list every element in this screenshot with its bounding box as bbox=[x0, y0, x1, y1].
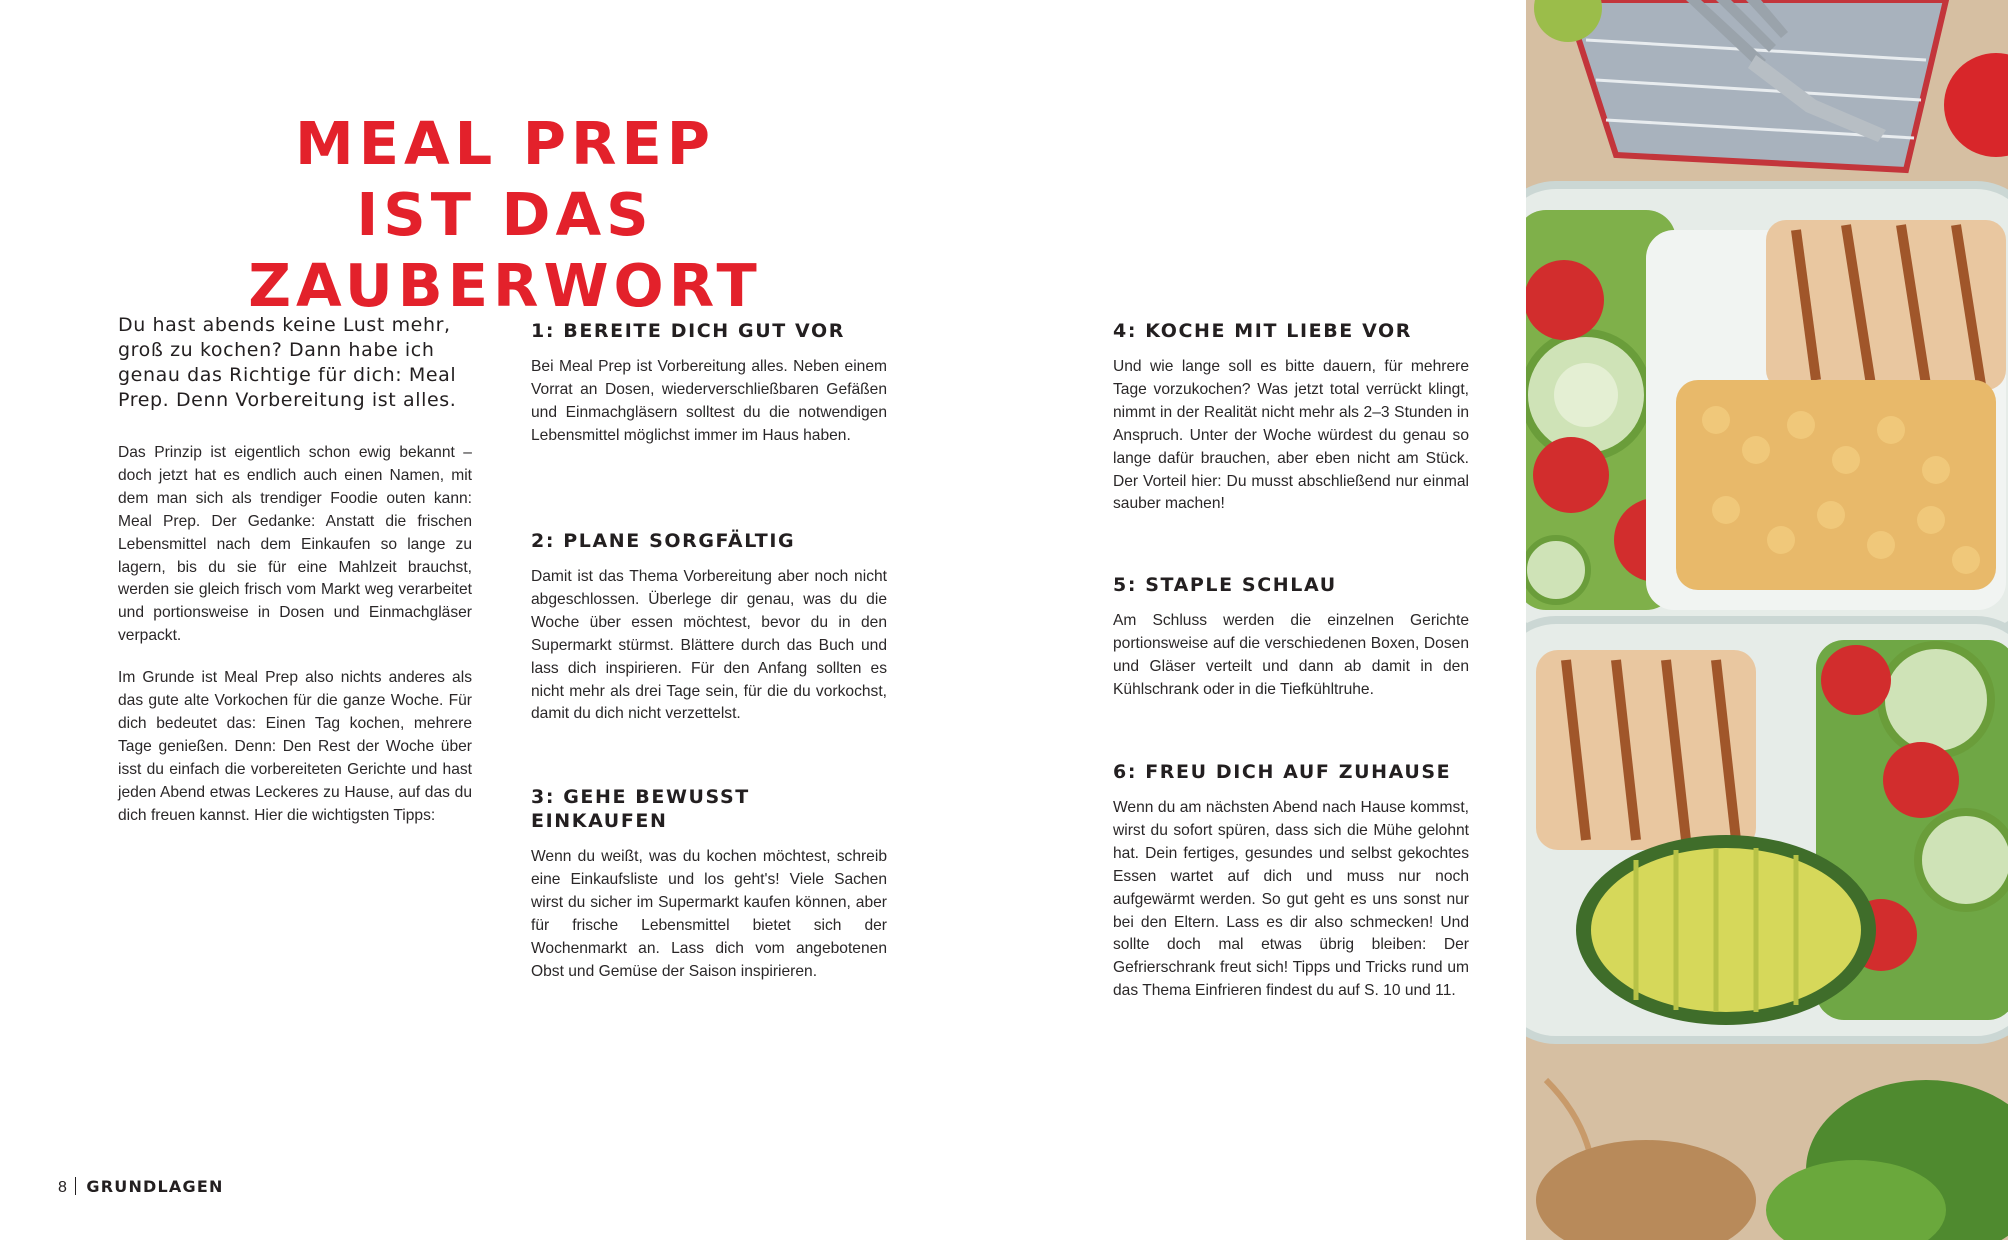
lead-paragraph: Du hast abends keine Lust mehr, groß zu kochen? Dann habe ich genau das Richtige für dich: Meal Prep. Denn Vorbereitung ist alles. bbox=[118, 314, 457, 411]
tip-heading: 1: BEREITE DICH GUT VOR bbox=[531, 320, 845, 342]
tip-heading: 3: GEHE BEWUSST EINKAUFEN bbox=[531, 786, 750, 832]
tip-text: Am Schluss werden die einzelnen Gerichte portionsweise auf die verschiedenen Boxen, Dosen und Gläser verteilt und dann ab damit in den Kühlschrank oder in die Tiefkühltruhe. bbox=[1113, 612, 1469, 698]
tip-text: Bei Meal Prep ist Vorbereitung alles. Neben einem Vorrat an Dosen, wiederverschließbaren Gefäßen und Einmachgläsern solltest du die notwendigen Lebensmittel möglichst immer im Haus haben. bbox=[531, 358, 887, 444]
tip-text: Damit ist das Thema Vorbereitung aber noch nicht abgeschlossen. Überlege dir genau, was du die Woche über essen möchtest, bevor du in den Supermarkt stürmst. Blättere durch das Buch und lass dich inspirieren. Für den Anfang sollten es nicht mehr als drei Tage sein, für die du vorkochst, damit du dich nicht verzettelst. bbox=[531, 568, 887, 723]
tip-5 bbox=[1113, 573, 1469, 702]
intro-paragraph: Im Grunde ist Meal Prep also nichts anderes als das gute alte Vorkochen für die ganze Woche. Für dich bedeutet das: Einen Tag kochen, mehrere Tage genießen. Denn: Den Rest der Woche über isst du einfach die vorbereiteten Gerichte und hast jeden Abend etwas Leckeres zu Hause, auf das du dich freuen kannst. Hier die wichtigsten Tipps: bbox=[118, 669, 472, 824]
container-top bbox=[1526, 185, 2008, 635]
tip-text: Wenn du am nächsten Abend nach Hause kommst, wirst du sofort spüren, dass sich die Mühe gelohnt hat. Dein fertiges, gesundes und selbst gekochtes Essen wartet auf dich und muss nur noch aufgewärmt werden. So gut geht es uns sonst nur bei den Eltern. Lass es dir also schmecken! Und sollte doch mal etwas übrig bleiben: Der Gefrierschrank freut sich! Tipps und Tricks rund um das Thema Einfrieren findest du auf S. 10 und 11. bbox=[1113, 799, 1469, 1000]
title-line-2: IST DAS ZAUBERWORT bbox=[248, 180, 762, 320]
tip-heading: 5: STAPLE SCHLAU bbox=[1113, 574, 1337, 596]
section-name: GRUNDLAGEN bbox=[86, 1177, 224, 1196]
intro-paragraph: Das Prinzip ist eigentlich schon ewig bekannt – doch jetzt hat es endlich auch einen Namen, mit dem man sich als trendiger Foodie outen kann: Meal Prep. Der Gedanke: Anstatt die frischen Lebensmittel nach dem Einkaufen so lange zu lagern, bis du sie für eine Mahlzeit brauchst, werden sie gleich frisch vom Markt weg verarbeitet und portionsweise in Dosen und Einmachgläser verpackt. bbox=[118, 444, 472, 645]
footer-divider bbox=[75, 1177, 77, 1195]
meal-prep-illustration bbox=[1526, 0, 2008, 1240]
tip-heading: 2: PLANE SORGFÄLTIG bbox=[531, 530, 796, 552]
tip-4 bbox=[1113, 319, 1469, 516]
page-number: 8 bbox=[58, 1179, 67, 1196]
container-bottom bbox=[1526, 620, 2008, 1040]
tip-1 bbox=[531, 319, 887, 448]
intro-text bbox=[118, 442, 472, 847]
tip-text: Wenn du weißt, was du kochen möchtest, schreib eine Einkaufsliste und los geht's! Viele Sachen wirst du sicher im Supermarkt kaufen können, aber für frische Lebensmittel bietet sich der Wochenmarkt an. Lass dich vom angebotenen Obst und Gemüse der Saison inspirieren. bbox=[531, 848, 887, 980]
tip-2 bbox=[531, 529, 887, 726]
title-line-1: MEAL PREP bbox=[294, 109, 716, 178]
page-footer bbox=[58, 1176, 224, 1199]
tip-3 bbox=[531, 785, 887, 983]
page-title bbox=[100, 108, 910, 321]
meal-prep-photo bbox=[1526, 0, 2008, 1240]
tip-6 bbox=[1113, 760, 1469, 1003]
tip-heading: 6: FREU DICH AUF ZUHAUSE bbox=[1113, 761, 1452, 783]
tip-text: Und wie lange soll es bitte dauern, für mehrere Tage vorzukochen? Was jetzt total verrückt klingt, nimmt in der Realität nicht mehr als 2–3 Stunden in Anspruch. Unter der Woche würdest du genau so lange dafür brauchen, aber eben nicht am Stück. Der Vorteil hier: Du musst abschließend nur einmal sauber machen! bbox=[1113, 358, 1469, 513]
tip-heading: 4: KOCHE MIT LIEBE VOR bbox=[1113, 320, 1413, 342]
